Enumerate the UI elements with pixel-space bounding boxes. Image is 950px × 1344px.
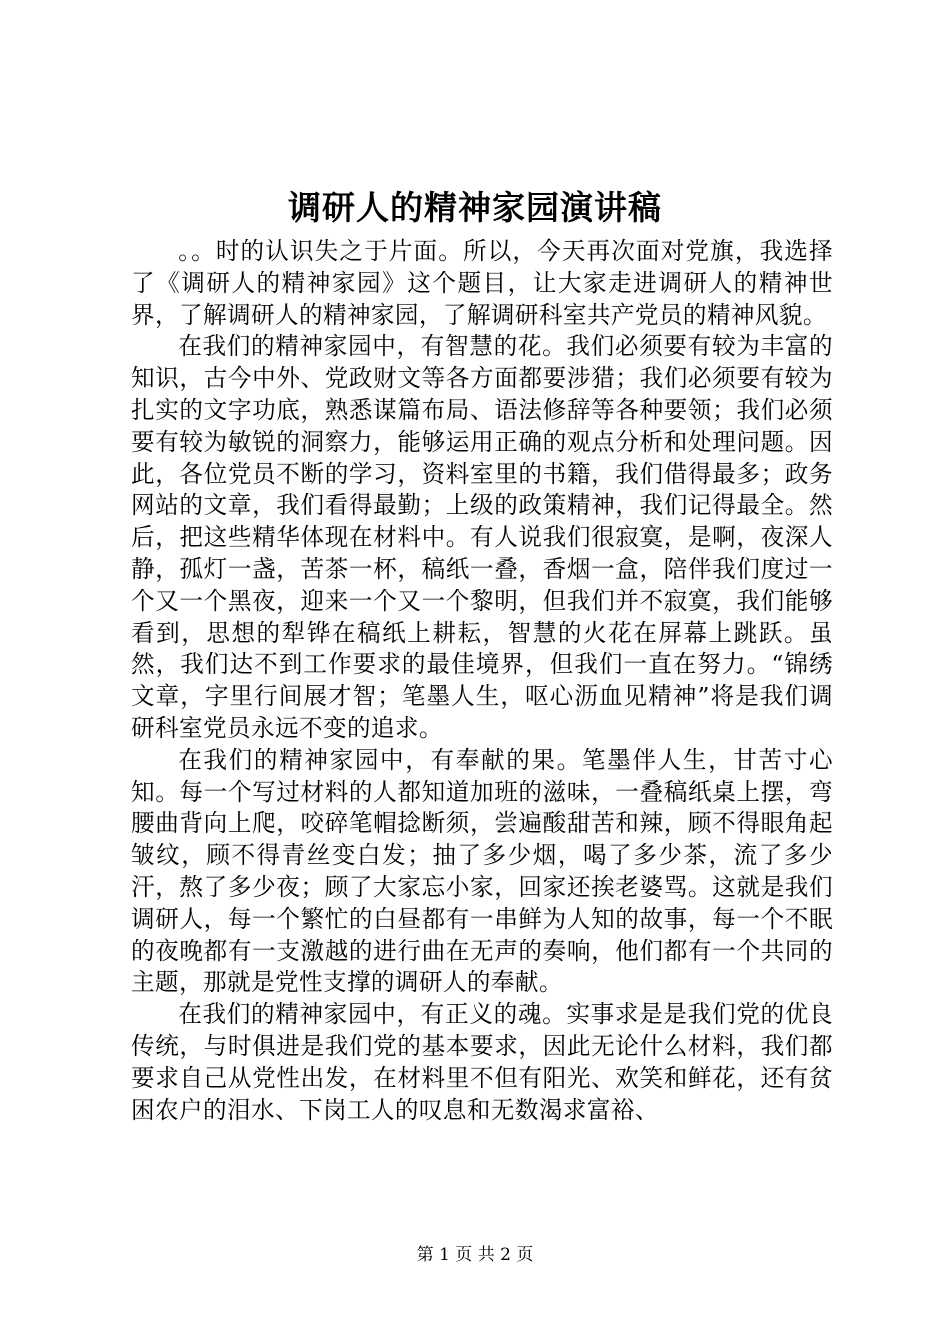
document-body <box>131 236 833 1126</box>
paragraph: 在我们的精神家园中，有正义的魂。实事求是是我们党的优良传统，与时俱进是我们党的基本要求，因此无论什么材料，我们都要求自己从党性出发，在材料里不但有阳光、欢笑和鲜花，还有贫困农户的泪水、下岗工人的叹息和无数渴求富裕、 <box>131 1000 833 1124</box>
paragraph: 。。时的认识失之于片面。所以，今天再次面对党旗，我选择了《调研人的精神家园》这个题目，让大家走进调研人的精神世界，了解调研人的精神家园，了解调研科室共产党员的精神风貌。 <box>131 237 833 329</box>
paragraph: 在我们的精神家园中，有智慧的花。我们必须要有较为丰富的知识，古今中外、党政财文等各方面都要涉猎；我们必须要有较为扎实的文字功底，熟悉谋篇布局、语法修辞等各种要领；我们必须要有较为敏锐的洞察力，能够运用正确的观点分析和处理问题。因此，各位党员不断的学习，资料室里的书籍，我们借得最多；政务网站的文章，我们看得最勤；上级的政策精神，我们记得最全。然后，把这些精华体现在材料中。有人说我们很寂寞，是啊，夜深人静，孤灯一盏，苦茶一杯，稿纸一叠，香烟一盒，陪伴我们度过一个又一个黑夜，迎来一个又一个黎明，但我们并不寂寞，我们能够看到，思想的犁铧在稿纸上耕耘，智慧的火花在屏幕上跳跃。虽然，我们达不到工作要求的最佳境界，但我们一直在努力。“锦绣文章，字里行间展才智；笔墨人生，呕心沥血见精神”将是我们调研科室党员永远不变的追求。 <box>131 332 833 742</box>
page-number-footer: 第 1 页 共 2 页 <box>416 1245 534 1265</box>
document-title: 调研人的精神家园演讲稿 <box>288 188 662 227</box>
paragraph: 在我们的精神家园中，有奉献的果。笔墨伴人生，甘苦寸心知。每一个写过材料的人都知道加班的滋味，一叠稿纸桌上摆，弯腰曲背向上爬，咬碎笔帽捻断须，尝遍酸甜苦和辣，顾不得眼角起皱纹，顾不得青丝变白发；抽了多少烟，喝了多少茶，流了多少汗，熬了多少夜；顾了大家忘小家，回家还挨老婆骂。这就是我们调研人，每一个繁忙的白昼都有一串鲜为人知的故事，每一个不眠的夜晚都有一支激越的进行曲在无声的奏响，他们都有一个共同的主题，那就是党性支撑的调研人的奉献。 <box>131 745 833 997</box>
